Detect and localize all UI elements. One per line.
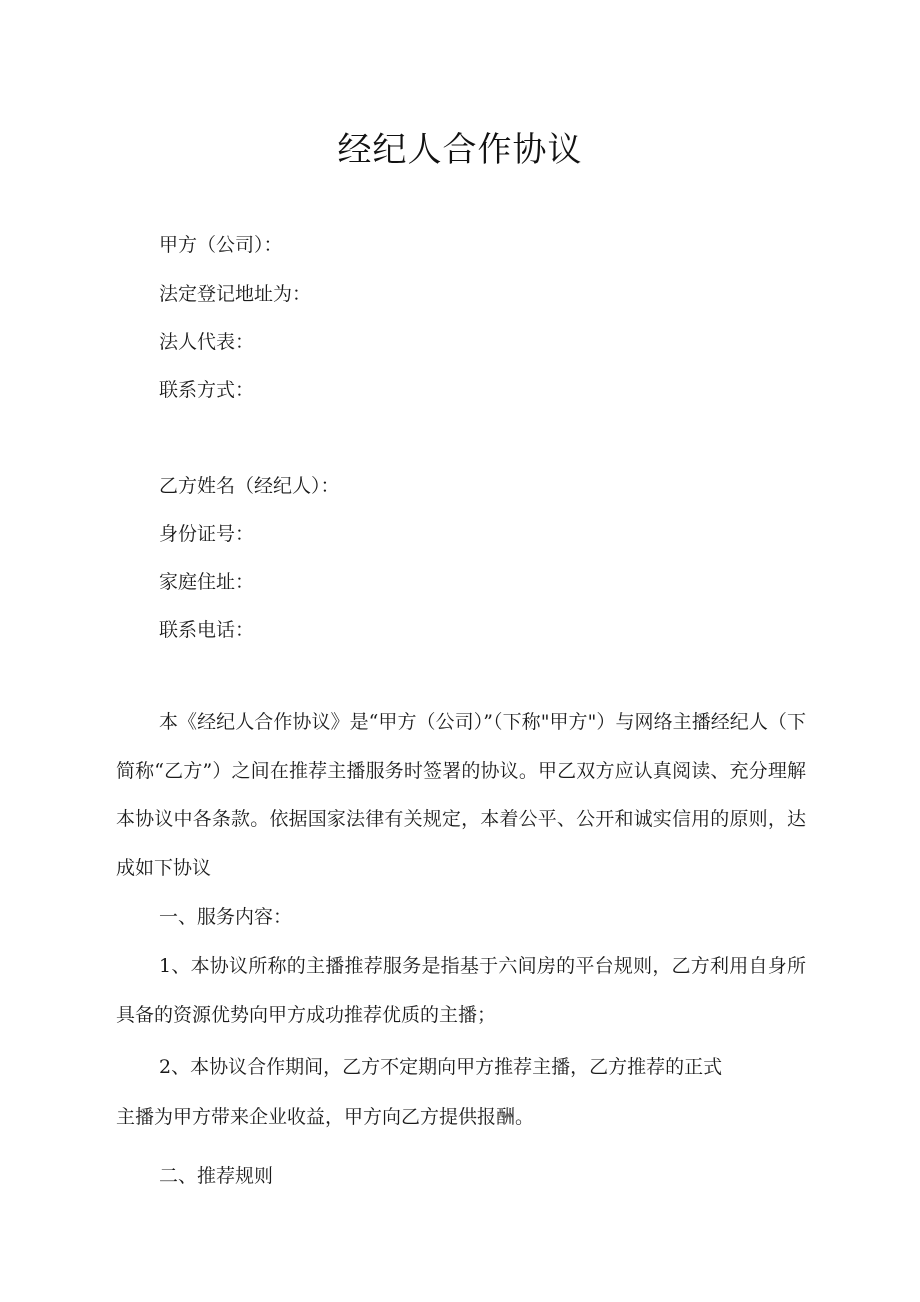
section-2-heading: 二、推荐规则 <box>159 1165 274 1187</box>
party-b-name-label: 乙方姓名（经纪人）： <box>159 475 340 497</box>
party-b-id-label: 身份证号： <box>159 523 255 545</box>
section-1-heading: 一、服务内容： <box>159 906 293 928</box>
party-b-phone-label: 联系电话： <box>159 619 255 641</box>
section-1-item-2-line-1: 2、本协议合作期间，乙方不定期向甲方推荐主播，乙方推荐的正式 <box>159 1056 723 1078</box>
section-1-item-1: 1、本协议所称的主播推荐服务是指基于六间房的平台规则，乙方利用自身所具备的资源优势向甲方成功推荐优质的主播； <box>116 955 806 1026</box>
party-b-home-address-label: 家庭住址： <box>159 571 255 593</box>
party-a-name-label: 甲方（公司）： <box>159 234 283 256</box>
party-a-address-label: 法定登记地址为： <box>159 283 312 305</box>
party-a-contact-label: 联系方式： <box>159 379 255 401</box>
section-1-item-2-line-2: 主播为甲方带来企业收益，甲方向乙方提供报酬。 <box>116 1106 535 1128</box>
party-a-legal-rep-label: 法人代表： <box>159 331 255 353</box>
intro-paragraph: 本《经纪人合作协议》是“甲方（公司）”（下称"甲方"）与网络主播经纪人（下简称“乙方”）之间在推荐主播服务时签署的协议。甲乙双方应认真阅读、充分理解本协议中各条款。依据国家法律有关规定，本着公平、公开和诚实信用的原则，达成如下协议 <box>116 711 806 879</box>
document-title: 经纪人合作协议 <box>337 130 583 170</box>
